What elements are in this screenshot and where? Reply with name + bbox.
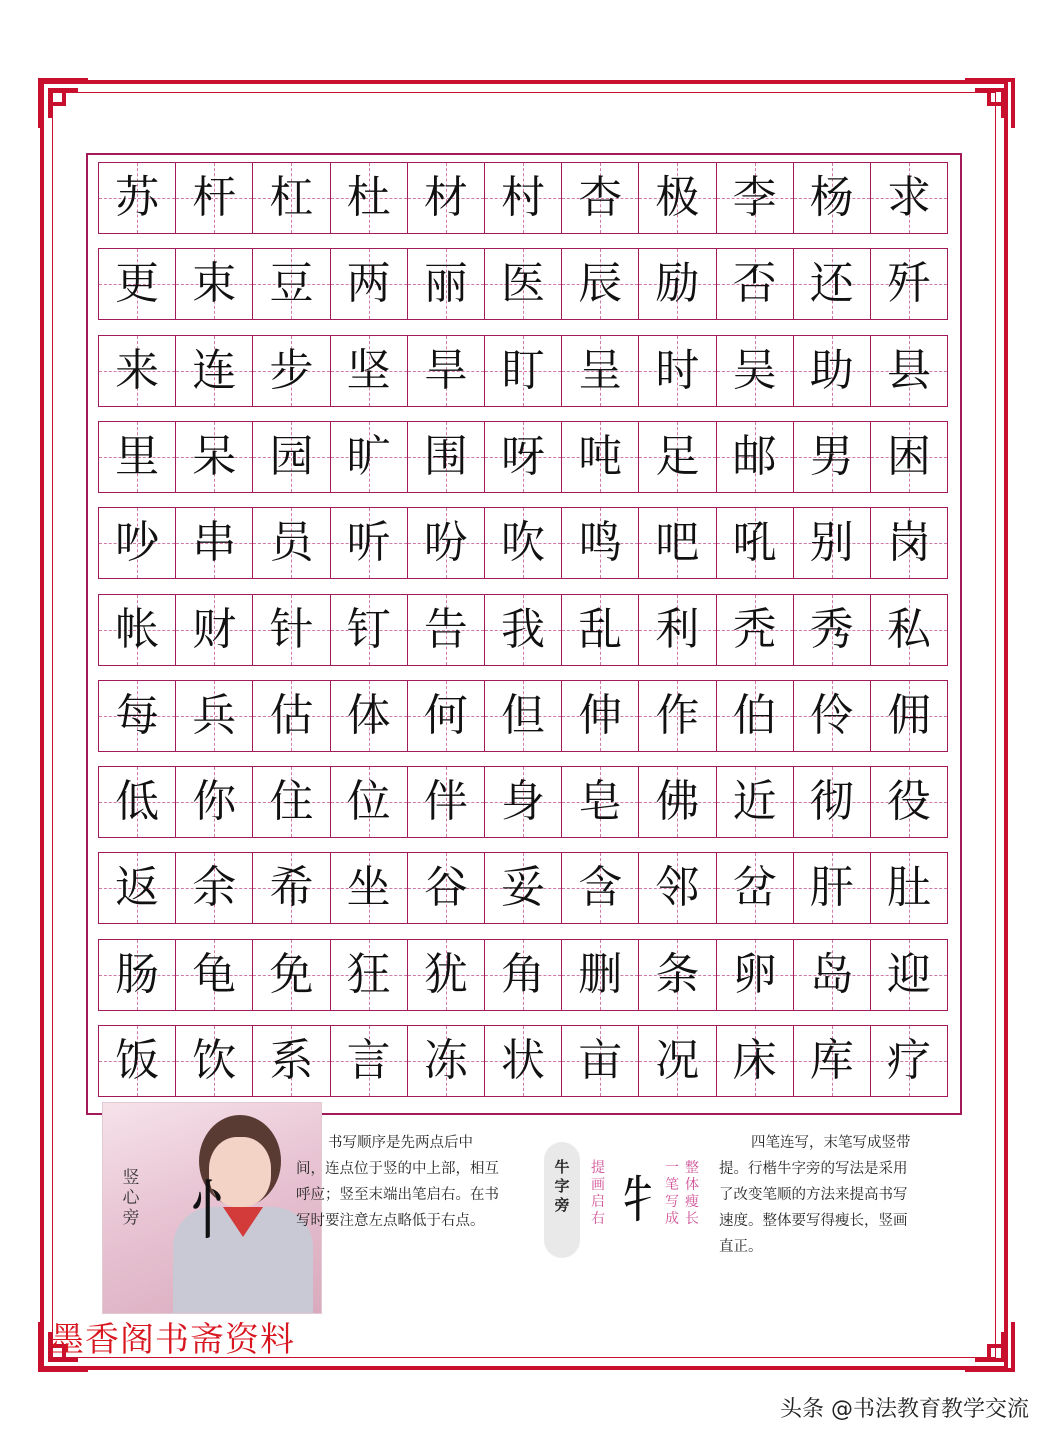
practice-character: 伴 [423, 776, 468, 828]
practice-character: 删 [578, 948, 623, 1000]
practice-character: 状 [501, 1035, 546, 1086]
practice-character: 串 [192, 517, 237, 569]
grid-cell [639, 853, 716, 923]
grid-cell [562, 767, 639, 837]
grid-cell [639, 595, 716, 665]
practice-character: 告 [423, 603, 468, 655]
practice-character: 材 [423, 172, 468, 223]
practice-character: 兵 [192, 689, 237, 741]
grid-row [98, 594, 948, 666]
practice-character: 况 [655, 1035, 700, 1086]
grid-cell [794, 508, 871, 578]
grid-cell [794, 422, 871, 492]
practice-character: 我 [501, 603, 546, 655]
grid-cell [639, 767, 716, 837]
practice-character: 佛 [655, 776, 700, 828]
grid-cell [253, 1026, 330, 1096]
grid-cell [331, 595, 408, 665]
practice-character: 条 [655, 948, 700, 1000]
grid-cell [485, 681, 562, 751]
practice-character: 佣 [886, 689, 931, 741]
grid-cell [99, 249, 176, 319]
grid-cell [794, 853, 871, 923]
grid-cell [253, 508, 330, 578]
grid-cell [639, 249, 716, 319]
practice-character: 围 [423, 430, 468, 482]
grid-row [98, 162, 948, 234]
grid-cell [717, 163, 794, 233]
grid-cell [176, 508, 253, 578]
grid-cell [176, 681, 253, 751]
practice-character: 彻 [809, 776, 854, 828]
practice-character: 两 [346, 258, 391, 310]
practice-character: 员 [269, 517, 314, 569]
practice-character: 呆 [192, 430, 237, 482]
grid-cell [639, 336, 716, 406]
practice-character: 鸣 [578, 517, 623, 569]
practice-character: 吨 [578, 430, 623, 482]
grid-cell [871, 595, 947, 665]
grid-cell [99, 681, 176, 751]
practice-character: 杨 [809, 172, 854, 223]
grid-cell [871, 422, 947, 492]
grid-cell [176, 163, 253, 233]
grid-cell [99, 767, 176, 837]
practice-character: 位 [346, 776, 391, 828]
practice-character: 迎 [886, 948, 931, 1000]
grid-cell [485, 853, 562, 923]
practice-character: 言 [346, 1035, 391, 1086]
practice-character: 辰 [578, 258, 623, 310]
grid-cell [562, 940, 639, 1010]
grid-cell [408, 940, 485, 1010]
grid-cell [253, 249, 330, 319]
practice-character: 岛 [809, 948, 854, 1000]
practice-character: 县 [886, 344, 931, 396]
grid-cell [717, 1026, 794, 1096]
practice-character: 丽 [423, 258, 468, 310]
grid-row [98, 507, 948, 579]
grid-cell [639, 1026, 716, 1096]
grid-row [98, 1025, 948, 1097]
practice-character: 杠 [269, 172, 314, 223]
grid-cell [871, 508, 947, 578]
grid-cell [253, 422, 330, 492]
grid-cell [253, 336, 330, 406]
practice-character: 束 [192, 258, 237, 310]
practice-character: 吵 [115, 517, 160, 569]
grid-cell [331, 681, 408, 751]
grid-cell [176, 595, 253, 665]
practice-character: 利 [655, 603, 700, 655]
grid-cell [408, 422, 485, 492]
practice-character: 吧 [655, 517, 700, 569]
grid-cell [871, 1026, 947, 1096]
practice-character: 吴 [732, 344, 777, 396]
grid-cell [794, 163, 871, 233]
practice-character: 岔 [732, 862, 777, 914]
grid-cell [562, 595, 639, 665]
grid-cell [717, 595, 794, 665]
grid-row [98, 248, 948, 320]
radical-label-left: 竖心旁 [122, 1168, 140, 1228]
practice-character: 更 [115, 258, 160, 310]
practice-character: 秀 [809, 603, 854, 655]
grid-cell [408, 681, 485, 751]
grid-cell [176, 1026, 253, 1096]
practice-character: 杜 [346, 172, 391, 223]
grid-cell [485, 336, 562, 406]
practice-character: 妥 [501, 862, 546, 914]
practice-character: 犹 [423, 948, 468, 1000]
practice-character: 希 [269, 862, 314, 914]
grid-cell [871, 681, 947, 751]
grid-cell [408, 249, 485, 319]
grid-cell [717, 249, 794, 319]
grid-cell [485, 249, 562, 319]
practice-character: 余 [192, 862, 237, 914]
practice-character: 来 [115, 344, 160, 396]
practice-character: 含 [578, 862, 623, 914]
grid-cell [717, 422, 794, 492]
grid-cell [485, 940, 562, 1010]
practice-character: 豆 [269, 258, 314, 310]
grid-cell [253, 767, 330, 837]
grid-cell [99, 422, 176, 492]
grid-cell [408, 508, 485, 578]
practice-character: 盯 [501, 344, 546, 396]
practice-character: 返 [115, 862, 160, 914]
practice-character: 近 [732, 776, 777, 828]
practice-character: 足 [655, 430, 700, 482]
practice-character: 体 [346, 689, 391, 741]
grid-cell [485, 422, 562, 492]
practice-character: 肠 [115, 948, 160, 1000]
practice-character: 呀 [501, 430, 546, 482]
grid-cell [176, 422, 253, 492]
grid-cell [562, 681, 639, 751]
grid-cell [639, 940, 716, 1010]
practice-character: 饭 [115, 1035, 160, 1086]
grid-cell [408, 163, 485, 233]
grid-cell [794, 681, 871, 751]
grid-cell [639, 163, 716, 233]
grid-cell [871, 853, 947, 923]
stroke-note-b: 一笔写成 [665, 1160, 679, 1227]
grid-cell [408, 1026, 485, 1096]
grid-cell [562, 249, 639, 319]
practice-character: 身 [501, 776, 546, 828]
practice-character: 别 [809, 517, 854, 569]
practice-character: 冻 [423, 1035, 468, 1086]
grid-cell [871, 767, 947, 837]
practice-character: 求 [886, 172, 931, 223]
practice-character: 呈 [578, 344, 623, 396]
grid-cell [717, 853, 794, 923]
practice-character: 村 [501, 172, 546, 223]
grid-cell [871, 163, 947, 233]
grid-cell [485, 595, 562, 665]
grid-cell [331, 767, 408, 837]
grid-cell [253, 163, 330, 233]
practice-character: 秃 [732, 603, 777, 655]
grid-cell [717, 767, 794, 837]
practice-character: 励 [655, 258, 700, 310]
practice-character: 吩 [423, 517, 468, 569]
grid-cell [717, 508, 794, 578]
grid-cell [794, 940, 871, 1010]
grid-cell [408, 336, 485, 406]
practice-character: 旱 [423, 344, 468, 396]
practice-character: 疗 [886, 1035, 931, 1086]
grid-cell [253, 940, 330, 1010]
grid-cell [562, 422, 639, 492]
practice-character: 吼 [732, 517, 777, 569]
grid-cell [717, 336, 794, 406]
practice-character: 住 [269, 776, 314, 828]
practice-character: 针 [269, 603, 314, 655]
grid-cell [717, 940, 794, 1010]
radical-description-right: 四笔连写，末笔写成竖带提。行楷牛字旁的写法是采用了改变笔顺的方法来提高书写速度。整体要写得瘦长，竖画直正。 [719, 1135, 911, 1255]
radical-description-left: 书写顺序是先两点后中间，连点位于竖的中上部，相互呼应；竖至末端出笔启右。在书写时要注意左点略低于右点。 [296, 1135, 499, 1229]
grid-cell [176, 249, 253, 319]
practice-character: 里 [115, 430, 160, 482]
grid-cell [485, 767, 562, 837]
practice-character: 库 [809, 1035, 854, 1086]
practice-character: 歼 [886, 258, 931, 310]
grid-cell [331, 336, 408, 406]
grid-row [98, 852, 948, 924]
grid-cell [331, 422, 408, 492]
grid-cell [253, 681, 330, 751]
practice-character: 龟 [192, 948, 237, 1000]
grid-cell [99, 1026, 176, 1096]
stroke-note-a: 提画启右 [591, 1160, 605, 1227]
grid-cell [562, 1026, 639, 1096]
grid-cell [485, 508, 562, 578]
grid-row [98, 939, 948, 1011]
practice-character: 步 [269, 344, 314, 396]
grid-cell [794, 767, 871, 837]
practice-character: 卵 [732, 948, 777, 1000]
practice-character: 乱 [578, 603, 623, 655]
grid-cell [176, 336, 253, 406]
practice-character: 吹 [501, 517, 546, 569]
practice-character: 低 [115, 776, 160, 828]
grid-cell [99, 508, 176, 578]
practice-character: 岗 [886, 517, 931, 569]
practice-character: 钉 [346, 603, 391, 655]
practice-character: 苏 [115, 172, 160, 223]
practice-character: 亩 [578, 1035, 623, 1086]
grid-cell [794, 336, 871, 406]
practice-character: 连 [192, 344, 237, 396]
practice-character: 伸 [578, 689, 623, 741]
grid-cell [562, 508, 639, 578]
grid-cell [99, 940, 176, 1010]
grid-cell [331, 1026, 408, 1096]
practice-character: 估 [269, 689, 314, 741]
practice-character: 你 [192, 776, 237, 828]
practice-character: 饮 [192, 1035, 237, 1086]
grid-cell [253, 595, 330, 665]
grid-cell [176, 767, 253, 837]
grid-row [98, 421, 948, 493]
practice-character: 听 [346, 517, 391, 569]
practice-character: 邮 [732, 430, 777, 482]
practice-character: 旷 [346, 430, 391, 482]
practice-character: 私 [886, 603, 931, 655]
grid-cell [485, 1026, 562, 1096]
corner-ornament-top-right [961, 76, 1017, 132]
watermark-text: 墨香阁书斋资料 [50, 1320, 295, 1360]
radical-glyph-left: 忄 [190, 1175, 254, 1249]
grid-cell [331, 249, 408, 319]
grid-row [98, 766, 948, 838]
grid-cell [331, 163, 408, 233]
practice-character: 财 [192, 603, 237, 655]
grid-cell [408, 767, 485, 837]
radical-glyph-right: 牜 [613, 1171, 663, 1229]
practice-character: 谷 [423, 862, 468, 914]
practice-character: 极 [655, 172, 700, 223]
practice-character: 役 [886, 776, 931, 828]
source-credit: 头条 @书法教育教学交流 [780, 1397, 1029, 1422]
corner-ornament-top-left [36, 76, 92, 132]
grid-cell [794, 249, 871, 319]
grid-cell [639, 681, 716, 751]
practice-character: 时 [655, 344, 700, 396]
practice-character: 作 [655, 689, 700, 741]
grid-cell [794, 595, 871, 665]
grid-cell [331, 508, 408, 578]
grid-row [98, 680, 948, 752]
practice-character: 角 [501, 948, 546, 1000]
practice-character: 否 [732, 258, 777, 310]
practice-character: 肚 [886, 862, 931, 914]
grid-row [98, 335, 948, 407]
practice-character: 但 [501, 689, 546, 741]
practice-character: 免 [269, 948, 314, 1000]
grid-cell [408, 595, 485, 665]
practice-character: 伯 [732, 689, 777, 741]
practice-character: 系 [269, 1035, 314, 1086]
grid-cell [717, 681, 794, 751]
grid-cell [871, 336, 947, 406]
corner-ornament-bottom-right [961, 1318, 1017, 1374]
grid-cell [99, 595, 176, 665]
practice-character: 还 [809, 258, 854, 310]
practice-character: 困 [886, 430, 931, 482]
grid-cell [871, 940, 947, 1010]
grid-cell [639, 422, 716, 492]
practice-character: 园 [269, 430, 314, 482]
practice-character: 每 [115, 689, 160, 741]
practice-character: 何 [423, 689, 468, 741]
grid-cell [485, 163, 562, 233]
practice-character: 杆 [192, 172, 237, 223]
practice-character: 医 [501, 258, 546, 310]
practice-character: 伶 [809, 689, 854, 741]
radical-label-right: 牛字旁 [554, 1158, 570, 1214]
grid-cell [99, 336, 176, 406]
practice-character: 皂 [578, 776, 623, 828]
practice-character: 帐 [115, 603, 160, 655]
grid-cell [99, 163, 176, 233]
practice-character: 坚 [346, 344, 391, 396]
stroke-note-c: 整体瘦长 [685, 1160, 699, 1227]
practice-character: 狂 [346, 948, 391, 1000]
grid-cell [176, 853, 253, 923]
grid-cell [562, 163, 639, 233]
practice-character: 邻 [655, 862, 700, 914]
grid-cell [871, 249, 947, 319]
practice-character: 男 [809, 430, 854, 482]
practice-character: 肝 [809, 862, 854, 914]
practice-character: 助 [809, 344, 854, 396]
practice-character: 李 [732, 172, 777, 223]
grid-cell [253, 853, 330, 923]
practice-character: 坐 [346, 862, 391, 914]
grid-cell [794, 1026, 871, 1096]
grid-cell [639, 508, 716, 578]
grid-cell [176, 940, 253, 1010]
practice-character: 杏 [578, 172, 623, 223]
grid-cell [99, 853, 176, 923]
grid-cell [562, 853, 639, 923]
grid-cell [331, 940, 408, 1010]
practice-character: 床 [732, 1035, 777, 1086]
grid-cell [408, 853, 485, 923]
grid-cell [331, 853, 408, 923]
grid-cell [562, 336, 639, 406]
